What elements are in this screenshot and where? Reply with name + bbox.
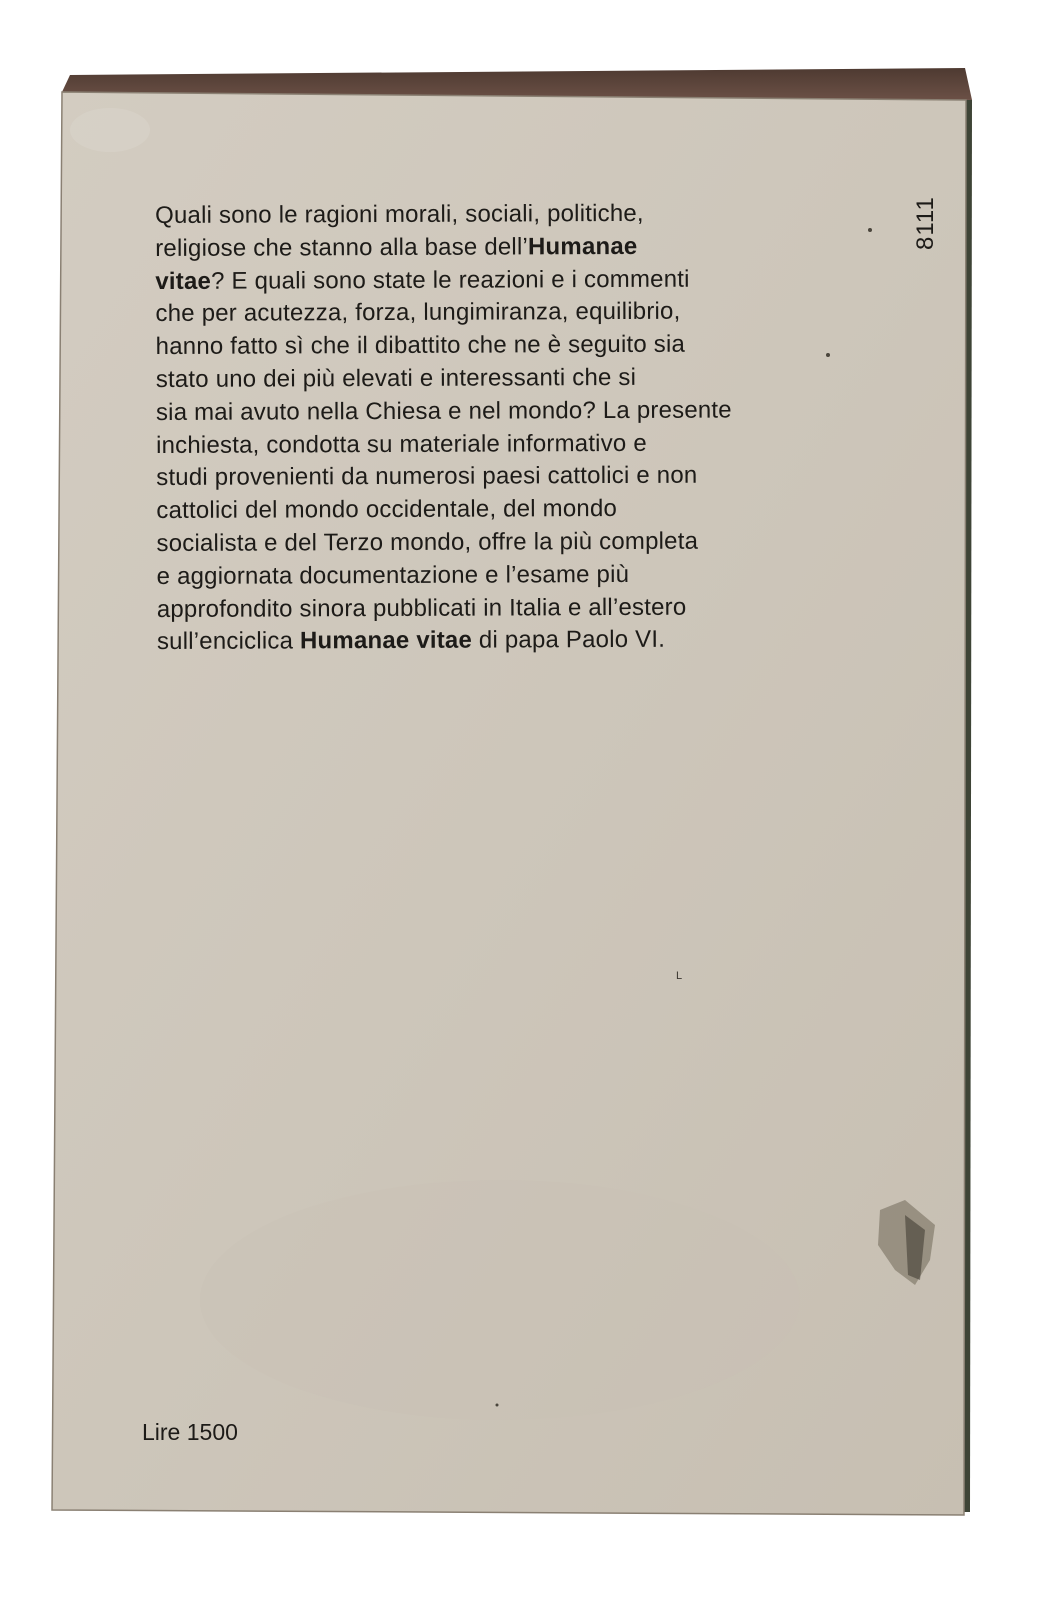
blurb-line bbox=[156, 426, 876, 462]
blurb-segment: e aggiornata documentazione e l’esame più bbox=[156, 560, 630, 590]
blurb-segment: studi provenienti da numerosi paesi cattolici e non bbox=[156, 462, 698, 492]
blurb-title-segment: vitae bbox=[155, 267, 212, 295]
blurb-segment: socialista e del Terzo mondo, offre la più completa bbox=[156, 527, 699, 557]
blurb-line bbox=[155, 262, 875, 298]
price-label: Lire 1500 bbox=[142, 1419, 238, 1445]
blurb-segment: inchiesta, condotta su materiale informativo e bbox=[156, 429, 647, 459]
speck bbox=[496, 1404, 499, 1407]
wear-spot bbox=[200, 1180, 800, 1420]
blurb-line bbox=[155, 197, 875, 233]
blurb-segment: che per acutezza, forza, lungimiranza, equilibrio, bbox=[155, 298, 681, 328]
blurb-segment: stato uno dei più elevati e interessanti che si bbox=[155, 363, 637, 393]
blurb-line bbox=[156, 492, 876, 528]
blurb-line bbox=[157, 558, 877, 594]
blurb-segment: sull’enciclica bbox=[156, 627, 301, 656]
blurb-segment: hanno fatto sì che il dibattito che ne è seguito sia bbox=[155, 330, 686, 361]
blurb-line bbox=[157, 623, 877, 659]
stray-mark: L bbox=[676, 970, 683, 982]
blurb-line bbox=[156, 328, 876, 364]
blurb-line bbox=[155, 295, 875, 331]
blurb-text bbox=[155, 197, 877, 659]
blurb-line bbox=[156, 525, 876, 561]
blurb-line bbox=[156, 394, 876, 430]
blurb-line bbox=[155, 230, 875, 266]
wear-spot bbox=[70, 108, 150, 152]
blurb-segment: sia mai avuto nella Chiesa e nel mondo? La presente bbox=[155, 396, 732, 426]
catalog-number: 8111 bbox=[912, 196, 939, 250]
blurb-line bbox=[156, 361, 876, 397]
blurb-title-segment: Humanae bbox=[527, 232, 638, 261]
blurb-segment: cattolici del mondo occidentale, del mondo bbox=[156, 495, 618, 525]
blurb-segment: approfondito sinora pubblicati in Italia e all’estero bbox=[156, 593, 687, 623]
blurb-segment: di papa Paolo VI. bbox=[471, 626, 666, 654]
blurb-segment: Quali sono le ragioni morali, sociali, politiche, bbox=[155, 199, 644, 229]
blurb-title-segment: Humanae vitae bbox=[299, 626, 473, 655]
blurb-line bbox=[157, 590, 877, 626]
blurb-segment: religiose che stanno alla base dell’ bbox=[155, 233, 529, 262]
blurb-line bbox=[156, 459, 876, 495]
blurb-segment: ? E quali sono state le reazioni e i commenti bbox=[210, 265, 690, 295]
